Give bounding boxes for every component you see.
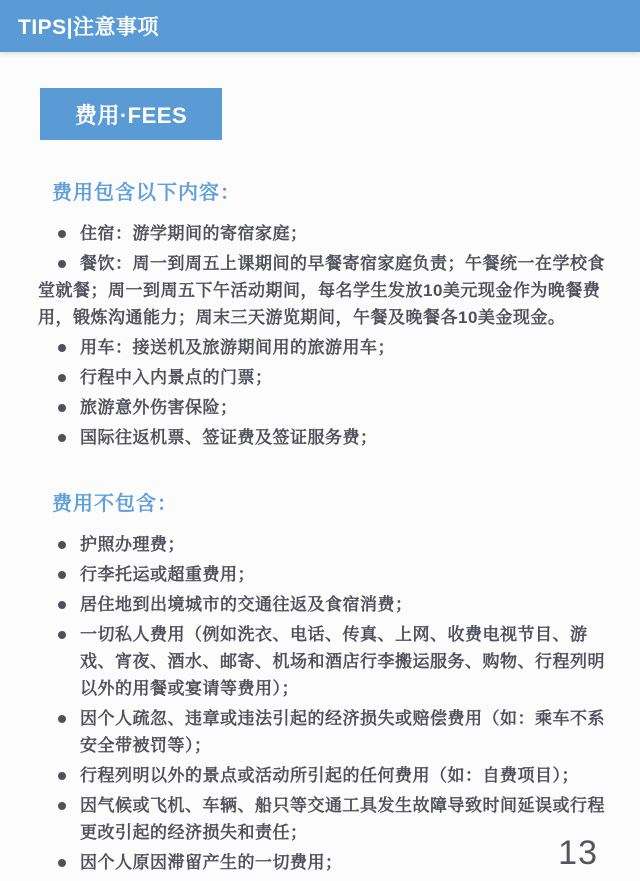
list-item bbox=[38, 394, 606, 421]
bullet-icon bbox=[58, 374, 66, 382]
bullet-icon bbox=[58, 230, 66, 238]
bullet-icon bbox=[58, 541, 66, 549]
bullet-icon bbox=[58, 802, 66, 810]
bullet-icon bbox=[58, 434, 66, 442]
list-item-text: 用车：接送机及旅游期间用的旅游用车； bbox=[80, 338, 395, 357]
list-item bbox=[38, 792, 606, 846]
list-item bbox=[38, 621, 606, 702]
list-item bbox=[38, 364, 606, 391]
bullet-icon bbox=[58, 404, 66, 412]
fees-excluded-list bbox=[38, 531, 606, 876]
list-item-text: 因个人疏忽、违章或违法引起的经济损失或赔偿费用（如：乘车不系安全带被罚等）； bbox=[80, 709, 605, 755]
fees-section-tab-label: 费用·FEES bbox=[74, 102, 188, 128]
list-item-text: 国际往返机票、签证费及签证服务费； bbox=[80, 428, 378, 447]
list-item-text: 餐饮：周一到周五上课期间的早餐寄宿家庭负责；午餐统一在学校食堂就餐；周一到周五下午活动期间，每名学生发放10美元现金作为晚餐费用，锻炼沟通能力；周末三天游览期间，午餐及晚餐各10美金现金。 bbox=[38, 254, 605, 327]
list-item bbox=[38, 591, 606, 618]
fees-excluded-heading: 费用不包含： bbox=[52, 493, 178, 515]
bullet-icon bbox=[58, 715, 66, 723]
list-item-text: 行程列明以外的景点或活动所引起的任何费用（如：自费项目）； bbox=[80, 766, 579, 785]
bullet-icon bbox=[58, 571, 66, 579]
list-item-text: 护照办理费； bbox=[80, 535, 185, 554]
list-item-text: 居住地到出境城市的交通往返及食宿消费； bbox=[80, 595, 413, 614]
fees-included-heading: 费用包含以下内容： bbox=[52, 182, 241, 204]
fees-section-tab bbox=[40, 88, 222, 140]
list-item bbox=[38, 705, 606, 759]
list-item-text: 因个人原因滞留产生的一切费用； bbox=[80, 853, 343, 872]
page-title: TIPS|注意事项 bbox=[18, 16, 160, 39]
bullet-icon bbox=[58, 344, 66, 352]
bullet-icon bbox=[58, 260, 66, 268]
list-item bbox=[38, 849, 606, 876]
bullet-icon bbox=[58, 631, 66, 639]
list-item-text: 因气候或飞机、车辆、船只等交通工具发生故障导致时间延误或行程更改引起的经济损失和责任； bbox=[80, 796, 605, 842]
page-header bbox=[0, 0, 640, 52]
list-item-text: 一切私人费用（例如洗衣、电话、传真、上网、收费电视节目、游戏、宵夜、酒水、邮寄、机场和酒店行李搬运服务、购物、行程列明以外的用餐或宴请等费用）； bbox=[80, 625, 605, 698]
bullet-icon bbox=[58, 772, 66, 780]
list-item-text: 行李托运或超重费用； bbox=[80, 565, 255, 584]
list-item-text: 行程中入内景点的门票； bbox=[80, 368, 273, 387]
page-content bbox=[0, 176, 640, 876]
fees-included-list bbox=[38, 220, 606, 451]
list-item bbox=[38, 424, 606, 451]
list-item bbox=[38, 561, 606, 588]
list-item bbox=[38, 531, 606, 558]
list-item bbox=[38, 250, 606, 331]
bullet-icon bbox=[58, 859, 66, 867]
page-number: 13 bbox=[558, 834, 598, 872]
bullet-icon bbox=[58, 601, 66, 609]
list-item bbox=[38, 220, 606, 247]
list-item-text: 旅游意外伤害保险； bbox=[80, 398, 238, 417]
list-item-text: 住宿：游学期间的寄宿家庭； bbox=[80, 224, 308, 243]
list-item bbox=[38, 334, 606, 361]
list-item bbox=[38, 762, 606, 789]
